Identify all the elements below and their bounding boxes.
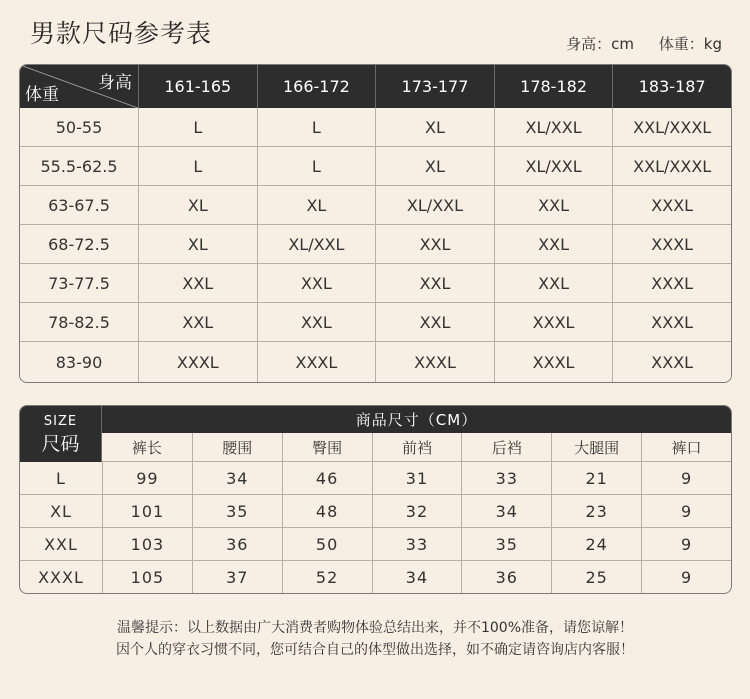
column-header: 前裆 [372, 433, 462, 462]
measurement-cell: 36 [192, 527, 282, 560]
table-row [20, 341, 731, 382]
weight-range-cell: 73-77.5 [20, 263, 138, 302]
column-header: 腰围 [192, 433, 282, 462]
table-row [20, 302, 731, 341]
tips-note [0, 617, 750, 661]
measurement-cell: 33 [461, 462, 551, 494]
measurement-cell: 32 [372, 494, 462, 527]
measurement-cell: 50 [282, 527, 372, 560]
measurement-cell: 9 [641, 527, 731, 560]
size-cell: XXXL [257, 341, 376, 382]
measurement-cell: 9 [641, 560, 731, 593]
column-header: 臀围 [282, 433, 372, 462]
measurement-cell: 9 [641, 462, 731, 494]
measurement-cell: 101 [102, 494, 192, 527]
weight-range-cell: 83-90 [20, 341, 138, 382]
weight-range-cell: 50-55 [20, 108, 138, 146]
column-header: 裤口 [641, 433, 731, 462]
size-cell: XL [375, 108, 494, 146]
measurement-cell: 99 [102, 462, 192, 494]
height-range-header: 173-177 [375, 65, 494, 108]
weight-range-cell: 68-72.5 [20, 224, 138, 263]
size-cell: XXL [257, 302, 376, 341]
measurement-cell: 105 [102, 560, 192, 593]
size-label-cell: XXXL [20, 560, 102, 593]
corner-weight-label: 体重 [25, 85, 59, 105]
size-cell: XXXL [612, 302, 731, 341]
size-cell: XL/XXL [494, 108, 613, 146]
measurement-cell: 34 [192, 462, 282, 494]
measurement-group-header: 商品尺寸（CM） [102, 406, 731, 433]
measurement-cell: 34 [372, 560, 462, 593]
size-cell: XXXL [138, 341, 257, 382]
size-label-cell: XL [20, 494, 102, 527]
measurement-cell: 25 [551, 560, 641, 593]
measurement-cell: 35 [192, 494, 282, 527]
measurement-cell: 48 [282, 494, 372, 527]
size-cell: XXL [375, 302, 494, 341]
size-label-cell: XXL [20, 527, 102, 560]
size-cell: XL/XXL [494, 146, 613, 185]
size-header-cn: 尺码 [41, 433, 80, 455]
size-cell: XXL [375, 263, 494, 302]
table-row [20, 527, 731, 560]
corner-height-label: 身高 [98, 73, 132, 93]
size-cell: XXL/XXXL [612, 146, 731, 185]
size-cell: L [138, 108, 257, 146]
measurement-cell: 36 [461, 560, 551, 593]
garment-measurement-table [19, 405, 732, 594]
size-cell: XXXL [494, 302, 613, 341]
height-range-header: 183-187 [612, 65, 731, 108]
weight-range-cell: 78-82.5 [20, 302, 138, 341]
column-header: 裤长 [102, 433, 192, 462]
size-cell: XXXL [612, 185, 731, 224]
size-cell: XL/XXL [257, 224, 376, 263]
measurement-cell: 31 [372, 462, 462, 494]
measurement-cell: 52 [282, 560, 372, 593]
size-cell: XL [138, 224, 257, 263]
table-row [20, 560, 731, 593]
size-cell: XXXL [375, 341, 494, 382]
weight-range-cell: 55.5-62.5 [20, 146, 138, 185]
size-cell: XXXL [612, 224, 731, 263]
tips-line-2: 因个人的穿衣习惯不同，您可结合自己的体型做出选择，如不确定请咨询店内客服！ [116, 642, 634, 658]
measurement-cell: 35 [461, 527, 551, 560]
size-cell: XXL [138, 263, 257, 302]
size-cell: L [257, 108, 376, 146]
column-header: 大腿围 [551, 433, 641, 462]
measurement-cell: 9 [641, 494, 731, 527]
size-label-cell: L [56, 468, 66, 488]
size-cell: XL [138, 185, 257, 224]
table-row [20, 185, 731, 224]
measurement-cell: 37 [192, 560, 282, 593]
size-cell: XL [375, 146, 494, 185]
size-cell: XXXL [612, 341, 731, 382]
measurement-cell: 103 [102, 527, 192, 560]
measurement-cell: 24 [551, 527, 641, 560]
page-title: 男款尺码参考表 [30, 19, 213, 48]
table-row [20, 108, 731, 146]
measurement-cell: 46 [282, 462, 372, 494]
size-cell: XXXL [612, 263, 731, 302]
measurement-cell: 33 [372, 527, 462, 560]
tips-line-1: 温馨提示：以上数据由广大消费者购物体验总结出来，并不100%准备，请您谅解！ [116, 620, 634, 636]
table-row [20, 494, 731, 527]
height-range-header: 161-165 [138, 65, 257, 108]
column-header: 后裆 [461, 433, 551, 462]
size-cell: L [138, 146, 257, 185]
size-cell: XL [257, 185, 376, 224]
height-unit: 身高：cm [566, 35, 634, 53]
size-cell: XL/XXL [375, 185, 494, 224]
size-cell: L [257, 146, 376, 185]
measurement-cell: 23 [551, 494, 641, 527]
table-row [20, 224, 731, 263]
measurement-cell: 21 [551, 462, 641, 494]
table-row [20, 146, 731, 185]
unit-legend [546, 33, 722, 54]
table-row [20, 263, 731, 302]
weight-range-cell: 63-67.5 [20, 185, 138, 224]
weight-unit: 体重：kg [658, 35, 722, 53]
size-cell: XXL [494, 185, 613, 224]
size-recommendation-table [19, 64, 732, 383]
size-cell: XXL [494, 263, 613, 302]
size-header-en: SIZE [43, 414, 78, 429]
size-header [20, 406, 102, 462]
table-row [20, 462, 731, 494]
size-cell: XXL [138, 302, 257, 341]
size-cell: XXL [257, 263, 376, 302]
corner-header [20, 65, 138, 108]
size-cell: XXL [375, 224, 494, 263]
height-range-header: 178-182 [494, 65, 613, 108]
size-cell: XXXL [494, 341, 613, 382]
size-cell: XXL [494, 224, 613, 263]
measurement-cell: 34 [461, 494, 551, 527]
height-range-header: 166-172 [257, 65, 376, 108]
size-cell: XXL/XXXL [612, 108, 731, 146]
